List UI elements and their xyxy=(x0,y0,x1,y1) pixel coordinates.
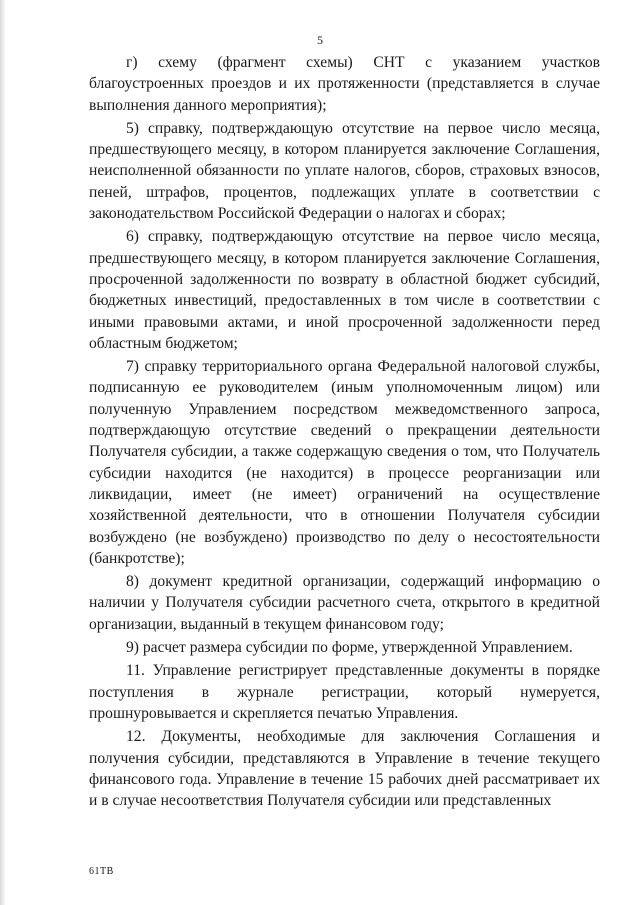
paragraph-g-scheme: г) схему (фрагмент схемы) СНТ с указанием участков благоустроенных проездов и их протяженности (представляется в случае выполнения данного мероприятия); xyxy=(89,54,600,114)
paragraph-6-budget-debt-certificate: 6) справку, подтверждающую отсутствие на первое число месяца, предшествующего месяцу, в котором планируется заключение Соглашения, просроченной задолженности по возврату в областной бюджет субсидий, бюджетных инвестиций, предоставленных в том числе в соответствии с иными правовыми актами, и иной просроченной задолженности перед областным бюджетом; xyxy=(89,228,600,352)
page-number: 5 xyxy=(317,33,323,47)
document-body xyxy=(89,52,600,813)
paragraph-9-subsidy-calculation: 9) расчет размера субсидии по форме, утвержденной Управлением. xyxy=(126,639,573,657)
paragraph-7-fns-certificate: 7) справку территориального органа Федеральной налоговой службы, подписанную ее руководителем (иным уполномоченным лицом) или полученную Управлением посредством межведомственного запроса, подтверждающую отсутствие сведений о прекращении деятельности Получателя субсидии, а также содержащую сведения о том, что Получатель субсидии находится (не находится) в процессе реорганизации или ликвидации, имеет (не имеет) ограничений на осуществление хозяйственной деятельности, что в отношении Получателя субсидии возбуждено (не возбуждено) производство по делу о несостоятельности (банкротстве); xyxy=(89,358,600,567)
footer-code: 61ТВ xyxy=(89,866,114,877)
paragraph-8-bank-document: 8) документ кредитной организации, содержащий информацию о наличии у Получателя субсидии расчетного счета, открытого в кредитной организации, выданный в текущем финансовом году; xyxy=(89,573,600,633)
paragraph-11-registration: 11. Управление регистрирует представленные документы в порядке поступления в журнале регистрации, который нумеруется, прошнуровывается и скрепляется печатью Управления. xyxy=(89,662,600,722)
paragraph-5-tax-certificate: 5) справку, подтверждающую отсутствие на первое число месяца, предшествующего месяцу, в котором планируется заключение Соглашения, неисполненной обязанности по уплате налогов, сборов, страховых взносов, пеней, штрафов, процентов, подлежащих уплате в соответствии с законодательством Российской Федерации о налогах и сборах; xyxy=(89,119,600,223)
scan-edge-shadow xyxy=(0,0,6,905)
paragraph-12-submission: 12. Документы, необходимые для заключения Соглашения и получения субсидии, представляются в Управление в течение текущего финансового года. Управление в течение 15 рабочих дней рассматривает их и в случае несоответствия Получателя субсидии или представленных xyxy=(89,728,600,810)
